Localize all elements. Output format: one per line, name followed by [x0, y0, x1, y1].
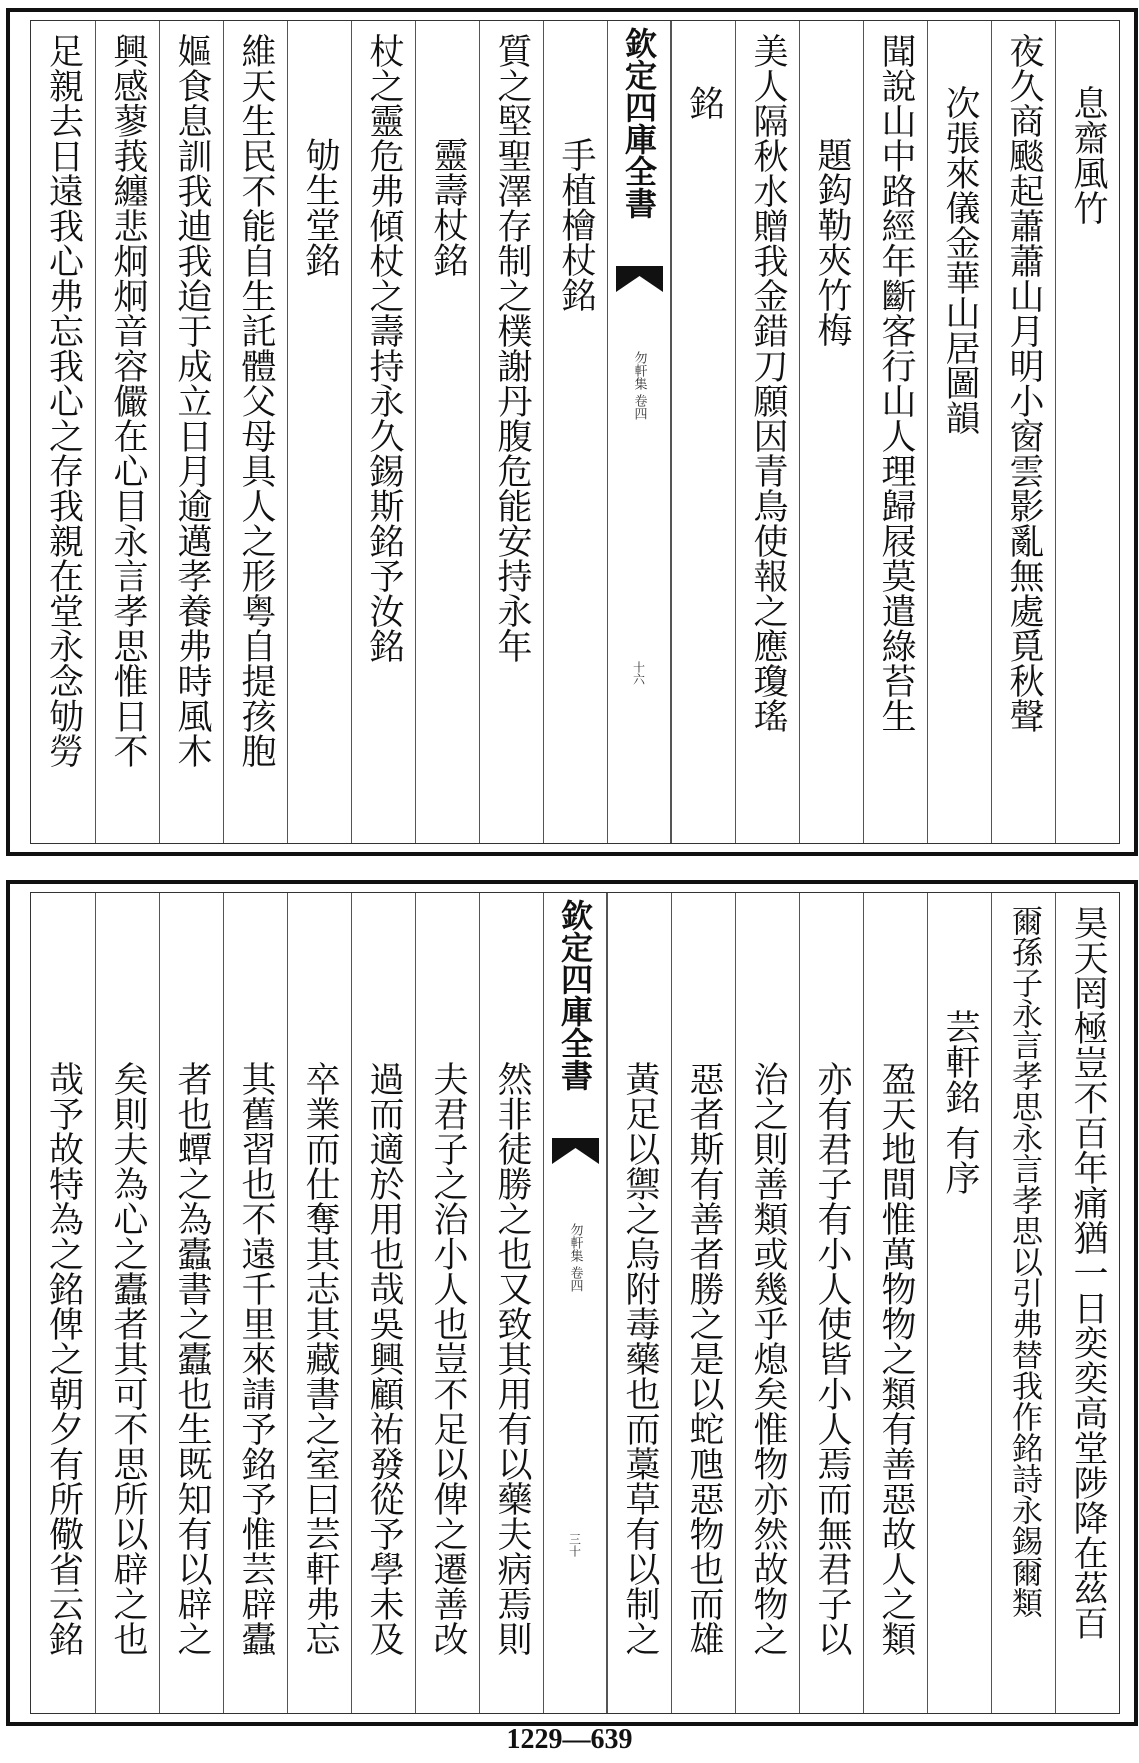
volume-label: 勿軒集 卷四 [631, 351, 647, 421]
preface-line: 亦有君子有小人使皆小人焉而無君子以 [812, 1061, 852, 1656]
inscription-line: 維天生民不能自生託體父母具人之形粤自提孩胞 [235, 33, 276, 768]
inscription-line: 嫗食息訓我迪我迨于成立日月逾邁孝養弗時風木 [171, 33, 212, 768]
bottom-page [6, 880, 1138, 1726]
text-column [31, 893, 95, 1713]
text-column [927, 893, 991, 1713]
center-banner [607, 21, 671, 843]
bottom-columns [30, 892, 1120, 1714]
text-column [735, 893, 799, 1713]
text-column [479, 893, 543, 1713]
text-column [1055, 893, 1119, 1713]
inscription-line: 足親去日遠我心弗忘我心之存我親在堂永念劬勞 [43, 33, 84, 768]
poem-line: 美人隔秋水贈我金錯刀願因青鳥使報之應瓊瑤 [748, 33, 788, 733]
preface-line: 治之則善類或幾乎熄矣惟物亦然故物之 [748, 1061, 788, 1656]
text-column [159, 893, 223, 1713]
text-column [287, 21, 351, 843]
inscription-line: 質之堅聖澤存制之樸謝丹腹危能安持永年 [491, 33, 532, 663]
center-banner [543, 893, 607, 1713]
text-column [95, 893, 159, 1713]
text-column [671, 893, 735, 1713]
preface-line: 盈天地間惟萬物物之類有善惡故人之類 [876, 1061, 916, 1656]
preface-line: 惡者斯有善者勝之是以蛇虺惡物也而雄 [684, 1061, 724, 1656]
poem-title: 息齋風竹 [1068, 85, 1108, 225]
text-column [863, 21, 927, 843]
text-column [927, 21, 991, 843]
preface-line: 其舊習也不遠千里來請予銘予惟芸辟蠹 [235, 1061, 276, 1656]
inscription-title: 靈壽杖銘 [427, 137, 468, 277]
text-column [159, 21, 223, 843]
text-column [223, 893, 287, 1713]
volume-label: 勿軒集 卷四 [567, 1223, 583, 1293]
leaf-number: 十六 [631, 661, 646, 685]
book-title: 欽定四庫全書 [555, 899, 594, 1091]
preface-line: 夫君子之治小人也豈不足以俾之遷善改 [427, 1061, 468, 1656]
text-column [799, 21, 863, 843]
text-column [351, 893, 415, 1713]
poem-line: 夜久商颷起蕭蕭山月明小窗雲影亂無處覓秋聲 [1004, 33, 1044, 733]
preface-line: 者也蟫之為蠹書之蠹也生既知有以辟之 [171, 1061, 212, 1656]
preface-line: 卒業而仕奪其志其藏書之室曰芸軒弗忘 [299, 1061, 340, 1656]
page-number: 1229—639 [506, 1724, 633, 1755]
fishtail-icon [616, 266, 663, 292]
fishtail-icon [552, 1138, 599, 1164]
top-columns [30, 20, 1120, 844]
poem-line: 聞說山中路經年斷客行山人理歸屐莫遣綠苔生 [876, 33, 916, 733]
inscription-title: 劬生堂銘 [299, 137, 340, 277]
inscription-title: 手植檜杖銘 [555, 137, 596, 312]
inscription-title: 芸軒銘 有序 [940, 1009, 980, 1196]
text-column [479, 21, 543, 843]
text-column [351, 21, 415, 843]
text-column [863, 893, 927, 1713]
poem-title: 次張來儀金華山居圖韻 [940, 85, 980, 435]
inscription-line: 爾孫子永言孝思永言孝思以引弗替我作銘詩永錫爾類 [1006, 905, 1042, 1618]
preface-line: 哉予故特為之銘俾之朝夕有所儆省云銘 [43, 1061, 84, 1656]
text-column [991, 893, 1055, 1713]
text-column [799, 893, 863, 1713]
text-column [1055, 21, 1119, 843]
text-column [95, 21, 159, 843]
text-column [287, 893, 351, 1713]
leaf-number: 三十 [567, 1533, 582, 1557]
preface-line: 黃足以禦之烏附毒藥也而藁草有以制之 [620, 1061, 660, 1656]
inscription-line: 興感蓼莪纏悲炯炯音容儼在心目永言孝思惟日不 [107, 33, 148, 768]
inscription-line: 昊天罔極豈不百年痛猶一日奕奕高堂陟降在茲百 [1068, 905, 1108, 1640]
preface-line: 然非徒勝之也又致其用有以藥夫病焉則 [491, 1061, 532, 1656]
text-column [991, 21, 1055, 843]
text-column [415, 21, 479, 843]
text-column [607, 893, 671, 1713]
top-page [6, 8, 1138, 856]
text-column [31, 21, 95, 843]
inscription-line: 杖之靈危弗傾杖之壽持永久錫斯銘予汝銘 [363, 33, 404, 663]
text-column [415, 893, 479, 1713]
text-column [671, 21, 735, 843]
text-column [735, 21, 799, 843]
poem-title: 題鈎勒夾竹梅 [812, 137, 852, 347]
book-title: 欽定四庫全書 [619, 27, 658, 219]
preface-line: 矣則夫為心之蠹者其可不思所以辟之也 [107, 1061, 148, 1656]
preface-line: 過而適於用也哉吳興顧祐發從予學未及 [363, 1061, 404, 1656]
section-heading: 銘 [684, 85, 724, 120]
text-column [223, 21, 287, 843]
text-column [543, 21, 607, 843]
